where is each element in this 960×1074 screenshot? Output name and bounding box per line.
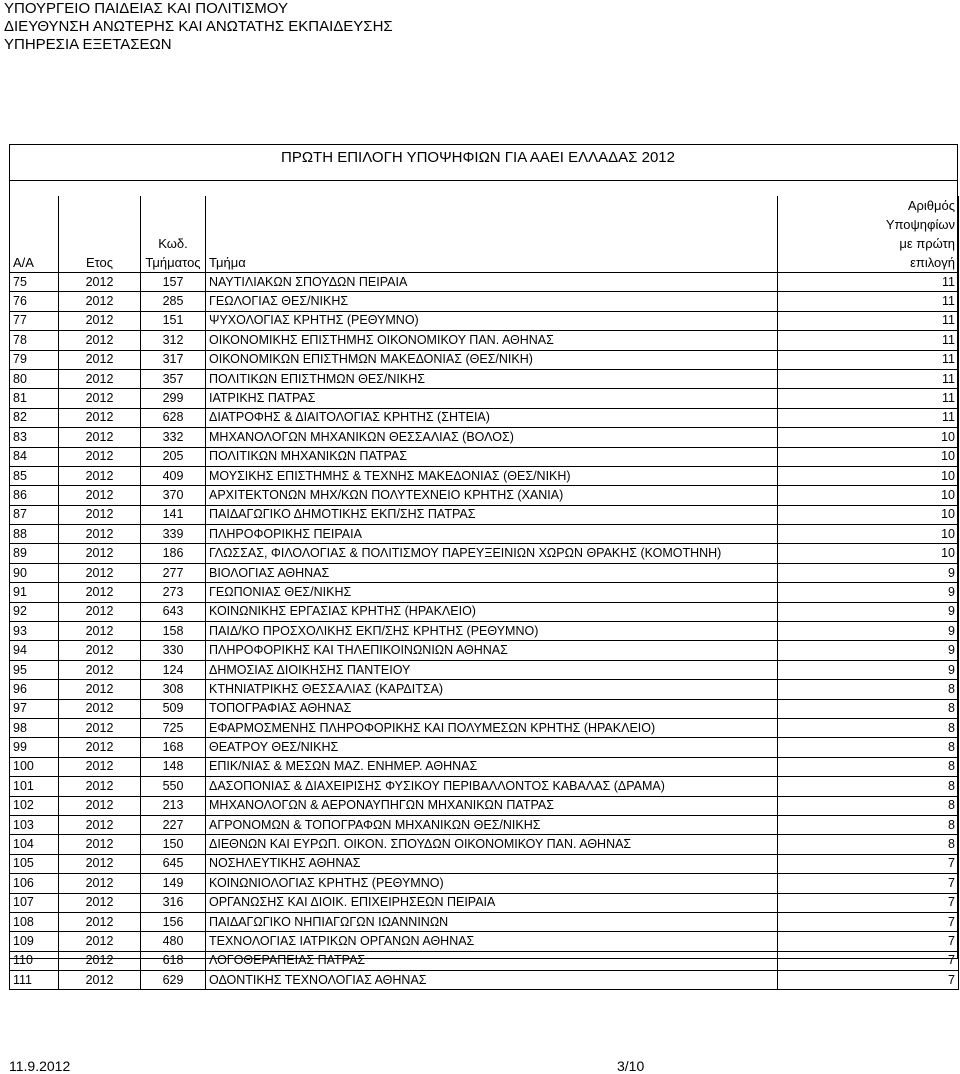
cell-dept: ΝΟΣΗΛΕΥΤΙΚΗΣ ΑΘΗΝΑΣ	[206, 854, 778, 873]
column-header-code-line1: Κωδ.	[158, 236, 188, 251]
cell-year: 2012	[59, 932, 141, 951]
cell-count: 10	[778, 486, 959, 505]
table-row	[10, 660, 959, 679]
cell-code: 168	[141, 738, 206, 757]
cell-dept: ΤΕΧΝΟΛΟΓΙΑΣ ΙΑΤΡΙΚΩΝ ΟΡΓΑΝΩΝ ΑΘΗΝΑΣ	[206, 932, 778, 951]
cell-code: 156	[141, 912, 206, 931]
table-row	[10, 641, 959, 660]
directorate-name: ΔΙΕΥΘΥΝΣΗ ΑΝΩΤΕΡΗΣ ΚΑΙ ΑΝΩΤΑΤΗΣ ΕΚΠΑΙΔΕΥΣΗΣ	[4, 18, 393, 35]
column-header-year: Ετος	[59, 196, 141, 273]
cell-code: 149	[141, 874, 206, 893]
cell-code: 316	[141, 893, 206, 912]
cell-aa: 107	[10, 893, 59, 912]
cell-dept: ΤΟΠΟΓΡΑΦΙΑΣ ΑΘΗΝΑΣ	[206, 699, 778, 718]
table-row	[10, 389, 959, 408]
cell-dept: ΕΦΑΡΜΟΣΜΕΝΗΣ ΠΛΗΡΟΦΟΡΙΚΗΣ ΚΑΙ ΠΟΛΥΜΕΣΩΝ ΚΡΗΤΗΣ (ΗΡΑΚΛΕΙΟ)	[206, 718, 778, 737]
cell-code: 285	[141, 292, 206, 311]
cell-dept: ΟΙΚΟΝΟΜΙΚΩΝ ΕΠΙΣΤΗΜΩΝ ΜΑΚΕΔΟΝΙΑΣ (ΘΕΣ/ΝΙΚΗ)	[206, 350, 778, 369]
cell-year: 2012	[59, 757, 141, 776]
cell-code: 509	[141, 699, 206, 718]
cell-aa: 109	[10, 932, 59, 951]
cell-aa: 110	[10, 951, 59, 970]
cell-count: 8	[778, 757, 959, 776]
cell-code: 643	[141, 602, 206, 621]
cell-dept: ΠΑΙΔΑΓΩΓΙΚΟ ΔΗΜΟΤΙΚΗΣ ΕΚΠ/ΣΗΣ ΠΑΤΡΑΣ	[206, 505, 778, 524]
cell-year: 2012	[59, 544, 141, 563]
cell-aa: 100	[10, 757, 59, 776]
cell-aa: 88	[10, 525, 59, 544]
service-name: ΥΠΗΡΕΣΙΑ ΕΞΕΤΑΣΕΩΝ	[4, 36, 172, 53]
table-row	[10, 874, 959, 893]
cell-dept: ΑΡΧΙΤΕΚΤΟΝΩΝ ΜΗΧ/ΚΩΝ ΠΟΛΥΤΕΧΝΕΙΟ ΚΡΗΤΗΣ (ΧΑΝΙΑ)	[206, 486, 778, 505]
cell-code: 550	[141, 777, 206, 796]
cell-code: 151	[141, 311, 206, 330]
table-row	[10, 718, 959, 737]
cell-count: 10	[778, 466, 959, 485]
cell-aa: 80	[10, 369, 59, 388]
cell-code: 205	[141, 447, 206, 466]
cell-aa: 91	[10, 583, 59, 602]
cell-aa: 111	[10, 971, 59, 990]
cell-dept: ΟΔΟΝΤΙΚΗΣ ΤΕΧΝΟΛΟΓΙΑΣ ΑΘΗΝΑΣ	[206, 971, 778, 990]
cell-code: 480	[141, 932, 206, 951]
cell-dept: ΜΟΥΣΙΚΗΣ ΕΠΙΣΤΗΜΗΣ & ΤΕΧΝΗΣ ΜΑΚΕΔΟΝΙΑΣ (ΘΕΣ/ΝΙΚΗ)	[206, 466, 778, 485]
cell-year: 2012	[59, 951, 141, 970]
column-header-code-line2: Τμήματος	[145, 255, 201, 270]
cell-dept: ΒΙΟΛΟΓΙΑΣ ΑΘΗΝΑΣ	[206, 563, 778, 582]
cell-dept: ΠΟΛΙΤΙΚΩΝ ΕΠΙΣΤΗΜΩΝ ΘΕΣ/ΝΙΚΗΣ	[206, 369, 778, 388]
table-row	[10, 757, 959, 776]
cell-dept: ΘΕΑΤΡΟΥ ΘΕΣ/ΝΙΚΗΣ	[206, 738, 778, 757]
cell-aa: 99	[10, 738, 59, 757]
cell-count: 8	[778, 777, 959, 796]
cell-dept: ΟΡΓΑΝΩΣΗΣ ΚΑΙ ΔΙΟΙΚ. ΕΠΙΧΕΙΡΗΣΕΩΝ ΠΕΙΡΑΙΑ	[206, 893, 778, 912]
table-row	[10, 505, 959, 524]
cell-year: 2012	[59, 428, 141, 447]
table-row	[10, 796, 959, 815]
table-body	[10, 273, 959, 990]
cell-aa: 98	[10, 718, 59, 737]
cell-count: 8	[778, 738, 959, 757]
table-row	[10, 486, 959, 505]
cell-code: 150	[141, 835, 206, 854]
cell-dept: ΔΑΣΟΠΟΝΙΑΣ & ΔΙΑΧΕΙΡΙΣΗΣ ΦΥΣΙΚΟΥ ΠΕΡΙΒΑΛΛΟΝΤΟΣ ΚΑΒΑΛΑΣ (ΔΡΑΜΑ)	[206, 777, 778, 796]
cell-year: 2012	[59, 641, 141, 660]
table-title: ΠΡΩΤΗ ΕΠΙΛΟΓΗ ΥΠΟΨΗΦΙΩΝ ΓΙΑ ΑΑΕΙ ΕΛΛΑΔΑΣ 2012	[281, 149, 675, 166]
ministry-name: ΥΠΟΥΡΓΕΙΟ ΠΑΙΔΕΙΑΣ ΚΑΙ ΠΟΛΙΤΙΣΜΟΥ	[4, 0, 288, 17]
table-row	[10, 583, 959, 602]
cell-dept: ΚΟΙΝΩΝΙΟΛΟΓΙΑΣ ΚΡΗΤΗΣ (ΡΕΘΥΜΝΟ)	[206, 874, 778, 893]
cell-year: 2012	[59, 893, 141, 912]
cell-aa: 84	[10, 447, 59, 466]
cell-code: 618	[141, 951, 206, 970]
table-row	[10, 835, 959, 854]
table-row	[10, 854, 959, 873]
cell-aa: 104	[10, 835, 59, 854]
cell-aa: 105	[10, 854, 59, 873]
cell-count: 10	[778, 505, 959, 524]
cell-count: 7	[778, 912, 959, 931]
cell-dept: ΛΟΓΟΘΕΡΑΠΕΙΑΣ ΠΑΤΡΑΣ	[206, 951, 778, 970]
cell-count: 9	[778, 622, 959, 641]
column-header-dept: Τμήμα	[206, 196, 778, 273]
document-header	[4, 0, 393, 54]
table-header-row	[10, 196, 959, 273]
cell-count: 10	[778, 428, 959, 447]
footer-date: 11.9.2012	[9, 1058, 71, 1074]
cell-code: 628	[141, 408, 206, 427]
column-header-count-line2: Υποψηφίων	[885, 217, 955, 232]
footer-page-number: 3/10	[617, 1058, 645, 1074]
cell-code: 725	[141, 718, 206, 737]
cell-code: 409	[141, 466, 206, 485]
column-header-count-line3: με πρώτη	[899, 236, 955, 251]
cell-year: 2012	[59, 680, 141, 699]
cell-dept: ΠΛΗΡΟΦΟΡΙΚΗΣ ΚΑΙ ΤΗΛΕΠΙΚΟΙΝΩΝΙΩΝ ΑΘΗΝΑΣ	[206, 641, 778, 660]
cell-code: 299	[141, 389, 206, 408]
cell-year: 2012	[59, 796, 141, 815]
table-row	[10, 971, 959, 990]
table-row	[10, 932, 959, 951]
cell-year: 2012	[59, 718, 141, 737]
cell-code: 213	[141, 796, 206, 815]
cell-code: 158	[141, 622, 206, 641]
table-row	[10, 777, 959, 796]
table-row	[10, 544, 959, 563]
cell-aa: 76	[10, 292, 59, 311]
column-header-count	[778, 196, 959, 273]
column-header-count-line4: επιλογή	[910, 255, 955, 270]
cell-dept: ΓΕΩΠΟΝΙΑΣ ΘΕΣ/ΝΙΚΗΣ	[206, 583, 778, 602]
cell-count: 11	[778, 331, 959, 350]
cell-count: 7	[778, 951, 959, 970]
cell-aa: 97	[10, 699, 59, 718]
cell-count: 10	[778, 544, 959, 563]
cell-aa: 101	[10, 777, 59, 796]
cell-aa: 85	[10, 466, 59, 485]
cell-dept: ΠΟΛΙΤΙΚΩΝ ΜΗΧΑΝΙΚΩΝ ΠΑΤΡΑΣ	[206, 447, 778, 466]
cell-year: 2012	[59, 971, 141, 990]
cell-aa: 90	[10, 563, 59, 582]
cell-count: 11	[778, 369, 959, 388]
cell-dept: ΔΙΑΤΡΟΦΗΣ & ΔΙΑΙΤΟΛΟΓΙΑΣ ΚΡΗΤΗΣ (ΣΗΤΕΙΑ)	[206, 408, 778, 427]
cell-code: 357	[141, 369, 206, 388]
table-row	[10, 428, 959, 447]
table-row	[10, 466, 959, 485]
column-header-count-line1: Αριθμός	[907, 198, 955, 213]
cell-year: 2012	[59, 486, 141, 505]
cell-code: 227	[141, 815, 206, 834]
cell-code: 148	[141, 757, 206, 776]
cell-count: 7	[778, 932, 959, 951]
column-header-code	[141, 196, 206, 273]
table-row	[10, 951, 959, 970]
cell-count: 11	[778, 408, 959, 427]
cell-dept: ΜΗΧΑΝΟΛΟΓΩΝ ΜΗΧΑΝΙΚΩΝ ΘΕΣΣΑΛΙΑΣ (ΒΟΛΟΣ)	[206, 428, 778, 447]
cell-aa: 95	[10, 660, 59, 679]
cell-count: 11	[778, 292, 959, 311]
cell-count: 10	[778, 525, 959, 544]
cell-dept: ΓΛΩΣΣΑΣ, ΦΙΛΟΛΟΓΙΑΣ & ΠΟΛΙΤΙΣΜΟΥ ΠΑΡΕΥΞΕΙΝΙΩΝ ΧΩΡΩΝ ΘΡΑΚΗΣ (ΚΟΜΟΤΗΝΗ)	[206, 544, 778, 563]
cell-code: 312	[141, 331, 206, 350]
table-row	[10, 273, 959, 292]
cell-dept: ΔΙΕΘΝΩΝ ΚΑΙ ΕΥΡΩΠ. ΟΙΚΟΝ. ΣΠΟΥΔΩΝ ΟΙΚΟΝΟΜΙΚΟΥ ΠΑΝ. ΑΘΗΝΑΣ	[206, 835, 778, 854]
cell-aa: 93	[10, 622, 59, 641]
cell-count: 8	[778, 680, 959, 699]
cell-year: 2012	[59, 525, 141, 544]
table-row	[10, 738, 959, 757]
cell-aa: 77	[10, 311, 59, 330]
table-row	[10, 311, 959, 330]
cell-aa: 75	[10, 273, 59, 292]
table-row	[10, 525, 959, 544]
cell-aa: 82	[10, 408, 59, 427]
table-row	[10, 408, 959, 427]
cell-count: 9	[778, 660, 959, 679]
table-row	[10, 447, 959, 466]
cell-dept: ΙΑΤΡΙΚΗΣ ΠΑΤΡΑΣ	[206, 389, 778, 408]
cell-aa: 79	[10, 350, 59, 369]
cell-count: 8	[778, 835, 959, 854]
cell-dept: ΠΛΗΡΟΦΟΡΙΚΗΣ ΠΕΙΡΑΙΑ	[206, 525, 778, 544]
cell-aa: 83	[10, 428, 59, 447]
cell-count: 8	[778, 796, 959, 815]
cell-aa: 86	[10, 486, 59, 505]
cell-code: 141	[141, 505, 206, 524]
cell-count: 11	[778, 389, 959, 408]
cell-code: 317	[141, 350, 206, 369]
cell-year: 2012	[59, 583, 141, 602]
cell-year: 2012	[59, 777, 141, 796]
table-row	[10, 912, 959, 931]
cell-dept: ΓΕΩΛΟΓΙΑΣ ΘΕΣ/ΝΙΚΗΣ	[206, 292, 778, 311]
cell-count: 11	[778, 350, 959, 369]
cell-year: 2012	[59, 447, 141, 466]
cell-count: 7	[778, 971, 959, 990]
cell-dept: ΜΗΧΑΝΟΛΟΓΩΝ & ΑΕΡΟΝΑΥΠΗΓΩΝ ΜΗΧΑΝΙΚΩΝ ΠΑΤΡΑΣ	[206, 796, 778, 815]
table-row	[10, 893, 959, 912]
cell-year: 2012	[59, 331, 141, 350]
cell-code: 124	[141, 660, 206, 679]
cell-year: 2012	[59, 602, 141, 621]
cell-year: 2012	[59, 912, 141, 931]
cell-count: 11	[778, 273, 959, 292]
cell-year: 2012	[59, 874, 141, 893]
cell-count: 8	[778, 815, 959, 834]
cell-dept: ΑΓΡΟΝΟΜΩΝ & ΤΟΠΟΓΡΑΦΩΝ ΜΗΧΑΝΙΚΩΝ ΘΕΣ/ΝΙΚΗΣ	[206, 815, 778, 834]
cell-dept: ΕΠΙΚ/ΝΙΑΣ & ΜΕΣΩΝ ΜΑΖ. ΕΝΗΜΕΡ. ΑΘΗΝΑΣ	[206, 757, 778, 776]
results-table	[9, 196, 959, 990]
table-row	[10, 622, 959, 641]
cell-code: 273	[141, 583, 206, 602]
cell-code: 186	[141, 544, 206, 563]
table-row	[10, 563, 959, 582]
cell-count: 9	[778, 602, 959, 621]
cell-year: 2012	[59, 854, 141, 873]
cell-count: 11	[778, 311, 959, 330]
cell-dept: ΚΤΗΝΙΑΤΡΙΚΗΣ ΘΕΣΣΑΛΙΑΣ (ΚΑΡΔΙΤΣΑ)	[206, 680, 778, 699]
table-row	[10, 680, 959, 699]
cell-code: 629	[141, 971, 206, 990]
cell-aa: 87	[10, 505, 59, 524]
cell-year: 2012	[59, 563, 141, 582]
cell-code: 339	[141, 525, 206, 544]
cell-aa: 94	[10, 641, 59, 660]
cell-dept: ΠΑΙΔ/ΚΟ ΠΡΟΣΧΟΛΙΚΗΣ ΕΚΠ/ΣΗΣ ΚΡΗΤΗΣ (ΡΕΘΥΜΝΟ)	[206, 622, 778, 641]
table-row	[10, 815, 959, 834]
cell-aa: 106	[10, 874, 59, 893]
cell-code: 645	[141, 854, 206, 873]
cell-year: 2012	[59, 408, 141, 427]
table-row	[10, 369, 959, 388]
table-row	[10, 331, 959, 350]
cell-aa: 89	[10, 544, 59, 563]
cell-code: 157	[141, 273, 206, 292]
cell-aa: 92	[10, 602, 59, 621]
cell-dept: ΔΗΜΟΣΙΑΣ ΔΙΟΙΚΗΣΗΣ ΠΑΝΤΕΙΟΥ	[206, 660, 778, 679]
cell-year: 2012	[59, 622, 141, 641]
cell-aa: 108	[10, 912, 59, 931]
cell-aa: 103	[10, 815, 59, 834]
cell-year: 2012	[59, 292, 141, 311]
column-header-aa: Α/Α	[10, 196, 59, 273]
cell-year: 2012	[59, 660, 141, 679]
cell-year: 2012	[59, 273, 141, 292]
cell-year: 2012	[59, 350, 141, 369]
cell-count: 10	[778, 447, 959, 466]
cell-code: 332	[141, 428, 206, 447]
cell-year: 2012	[59, 815, 141, 834]
cell-count: 9	[778, 563, 959, 582]
cell-count: 7	[778, 893, 959, 912]
cell-code: 277	[141, 563, 206, 582]
cell-dept: ΨΥΧΟΛΟΓΙΑΣ ΚΡΗΤΗΣ (ΡΕΘΥΜΝΟ)	[206, 311, 778, 330]
cell-dept: ΟΙΚΟΝΟΜΙΚΗΣ ΕΠΙΣΤΗΜΗΣ ΟΙΚΟΝΟΜΙΚΟΥ ΠΑΝ. ΑΘΗΝΑΣ	[206, 331, 778, 350]
cell-code: 330	[141, 641, 206, 660]
table-row	[10, 292, 959, 311]
table-row	[10, 350, 959, 369]
cell-year: 2012	[59, 738, 141, 757]
cell-year: 2012	[59, 311, 141, 330]
cell-dept: ΚΟΙΝΩΝΙΚΗΣ ΕΡΓΑΣΙΑΣ ΚΡΗΤΗΣ (ΗΡΑΚΛΕΙΟ)	[206, 602, 778, 621]
cell-count: 7	[778, 874, 959, 893]
table-row	[10, 602, 959, 621]
cell-count: 7	[778, 854, 959, 873]
cell-dept: ΠΑΙΔΑΓΩΓΙΚΟ ΝΗΠΙΑΓΩΓΩΝ ΙΩΑΝΝΙΝΩΝ	[206, 912, 778, 931]
cell-code: 370	[141, 486, 206, 505]
cell-year: 2012	[59, 699, 141, 718]
title-divider	[9, 180, 958, 181]
cell-code: 308	[141, 680, 206, 699]
cell-count: 9	[778, 641, 959, 660]
cell-year: 2012	[59, 369, 141, 388]
cell-aa: 81	[10, 389, 59, 408]
cell-count: 8	[778, 699, 959, 718]
cell-count: 8	[778, 718, 959, 737]
cell-count: 9	[778, 583, 959, 602]
cell-year: 2012	[59, 389, 141, 408]
cell-year: 2012	[59, 835, 141, 854]
cell-year: 2012	[59, 505, 141, 524]
cell-aa: 102	[10, 796, 59, 815]
table-row	[10, 699, 959, 718]
cell-dept: ΝΑΥΤΙΛΙΑΚΩΝ ΣΠΟΥΔΩΝ ΠΕΙΡΑΙΑ	[206, 273, 778, 292]
cell-year: 2012	[59, 466, 141, 485]
cell-aa: 78	[10, 331, 59, 350]
cell-aa: 96	[10, 680, 59, 699]
